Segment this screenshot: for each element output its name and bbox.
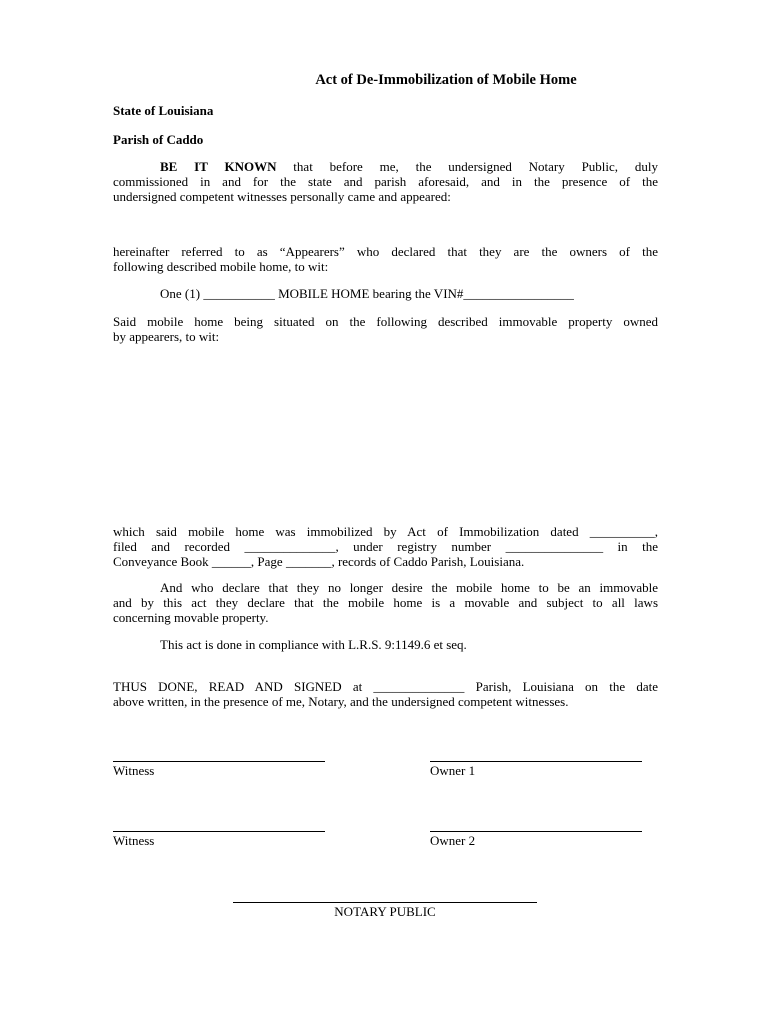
mobile-home-vin-line: One (1) ___________ MOBILE HOME bearing the VIN#_________________ — [160, 286, 574, 301]
immobilized-line-3: Conveyance Book ______, Page _______, records of Caddo Parish, Louisiana. — [113, 554, 525, 569]
immobilized-line-1: which said mobile home was immobilized by Act of Immobilization dated __________, — [113, 524, 658, 539]
witness-2-signature-line[interactable] — [113, 831, 325, 832]
thus-done-line-2: above written, in the presence of me, Notary, and the undersigned competent witnesses. — [113, 694, 569, 709]
notary-public-label: NOTARY PUBLIC — [334, 904, 436, 919]
be-it-known-rest: that before me, the undersigned Notary Public, duly — [276, 159, 658, 174]
owner-2-label: Owner 2 — [430, 833, 476, 848]
witness-1-label: Witness — [113, 763, 155, 778]
parish-heading: Parish of Caddo — [113, 132, 204, 147]
owner-1-signature-line[interactable] — [430, 761, 642, 762]
be-it-known-line-3: undersigned competent witnesses personally came and appeared: — [113, 189, 451, 204]
owner-2-signature-line[interactable] — [430, 831, 642, 832]
owner-1-label: Owner 1 — [430, 763, 476, 778]
appearers-line-1: hereinafter referred to as “Appearers” who declared that they are the owners of the — [113, 244, 658, 259]
situated-line-1: Said mobile home being situated on the following described immovable property owned — [113, 314, 658, 329]
declare-line-2: and by this act they declare that the mobile home is a movable and subject to all laws — [113, 595, 658, 610]
appearers-line-2: following described mobile home, to wit: — [113, 259, 329, 274]
witness-1-signature-line[interactable] — [113, 761, 325, 762]
declare-line-1: And who declare that they no longer desire the mobile home to be an immovable — [160, 580, 658, 595]
immobilized-line-2: filed and recorded ______________, under registry number _______________ in the — [113, 539, 658, 554]
thus-done-line-1: THUS DONE, READ AND SIGNED at ______________ Parish, Louisiana on the date — [113, 679, 658, 694]
compliance-statement: This act is done in compliance with L.R.S. 9:1149.6 et seq. — [160, 637, 467, 652]
state-heading: State of Louisiana — [113, 103, 214, 118]
be-it-known-lead: BE IT KNOWN — [160, 159, 277, 174]
document-title: Act of De-Immobilization of Mobile Home — [315, 72, 577, 88]
be-it-known-line-2: commissioned in and for the state and parish aforesaid, and in the presence of the — [113, 174, 658, 189]
witness-2-label: Witness — [113, 833, 155, 848]
notary-signature-line[interactable] — [233, 902, 537, 903]
declare-line-3: concerning movable property. — [113, 610, 269, 625]
situated-line-2: by appearers, to wit: — [113, 329, 220, 344]
be-it-known-line-1 — [160, 159, 658, 174]
